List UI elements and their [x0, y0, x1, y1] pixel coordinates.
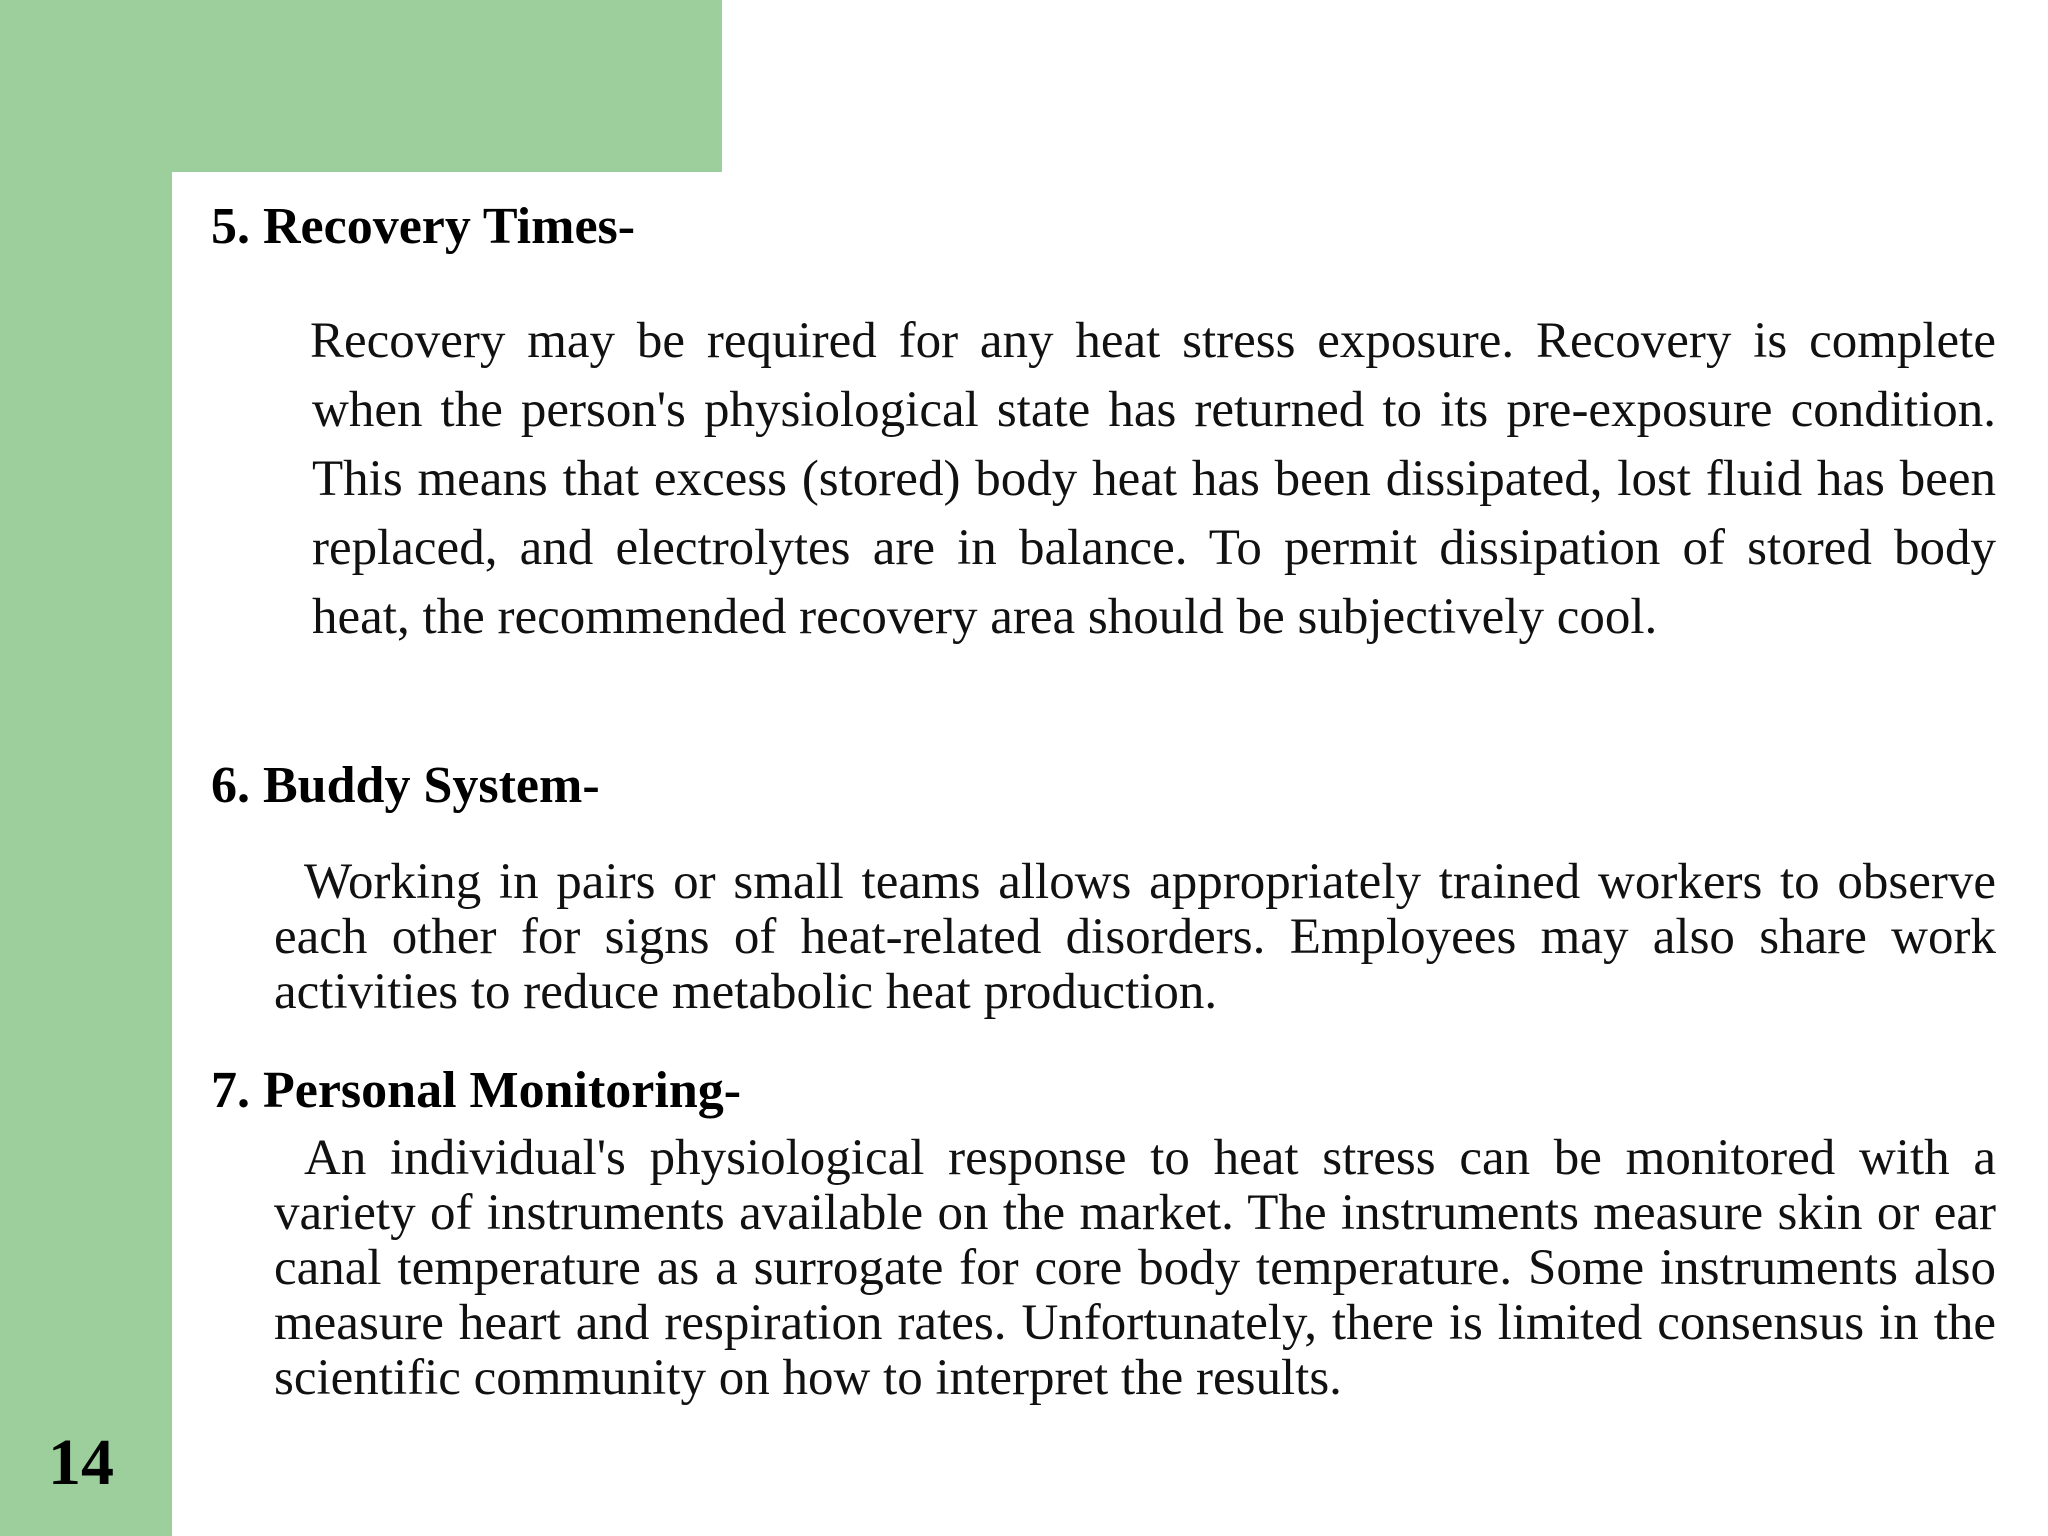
sidebar-band	[0, 0, 172, 1536]
section-body-recovery-times: Recovery may be required for any heat stress exposure. Recovery is complete when the person's physiological state has returned to its pre-exposure condition. This means that excess (stored) body heat has been dissipated, lost fluid has been replaced, and electrolytes are in balance. To permit dissipation of stored body heat, the recommended recovery area should be subjectively cool.	[310, 313, 1996, 645]
section-heading-buddy-system: 6. Buddy System-	[211, 757, 600, 814]
section-heading-recovery-times: 5. Recovery Times-	[211, 198, 636, 255]
section-heading-personal-monitoring: 7. Personal Monitoring-	[211, 1062, 742, 1119]
page-number: 14	[48, 1426, 114, 1499]
section-body-buddy-system: Working in pairs or small teams allows appropriately trained workers to observe each other for signs of heat-related disorders. Employees may also share work activities to reduce metabolic heat production.	[274, 854, 1996, 1020]
section-body-personal-monitoring: An individual's physiological response to heat stress can be monitored with a variety of instruments available on the market. The instruments measure skin or ear canal temperature as a surrogate for core body temperature. Some instruments also measure heart and respiration rates. Unfortunately, there is limited consensus in the scientific community on how to interpret the results.	[274, 1130, 1996, 1406]
